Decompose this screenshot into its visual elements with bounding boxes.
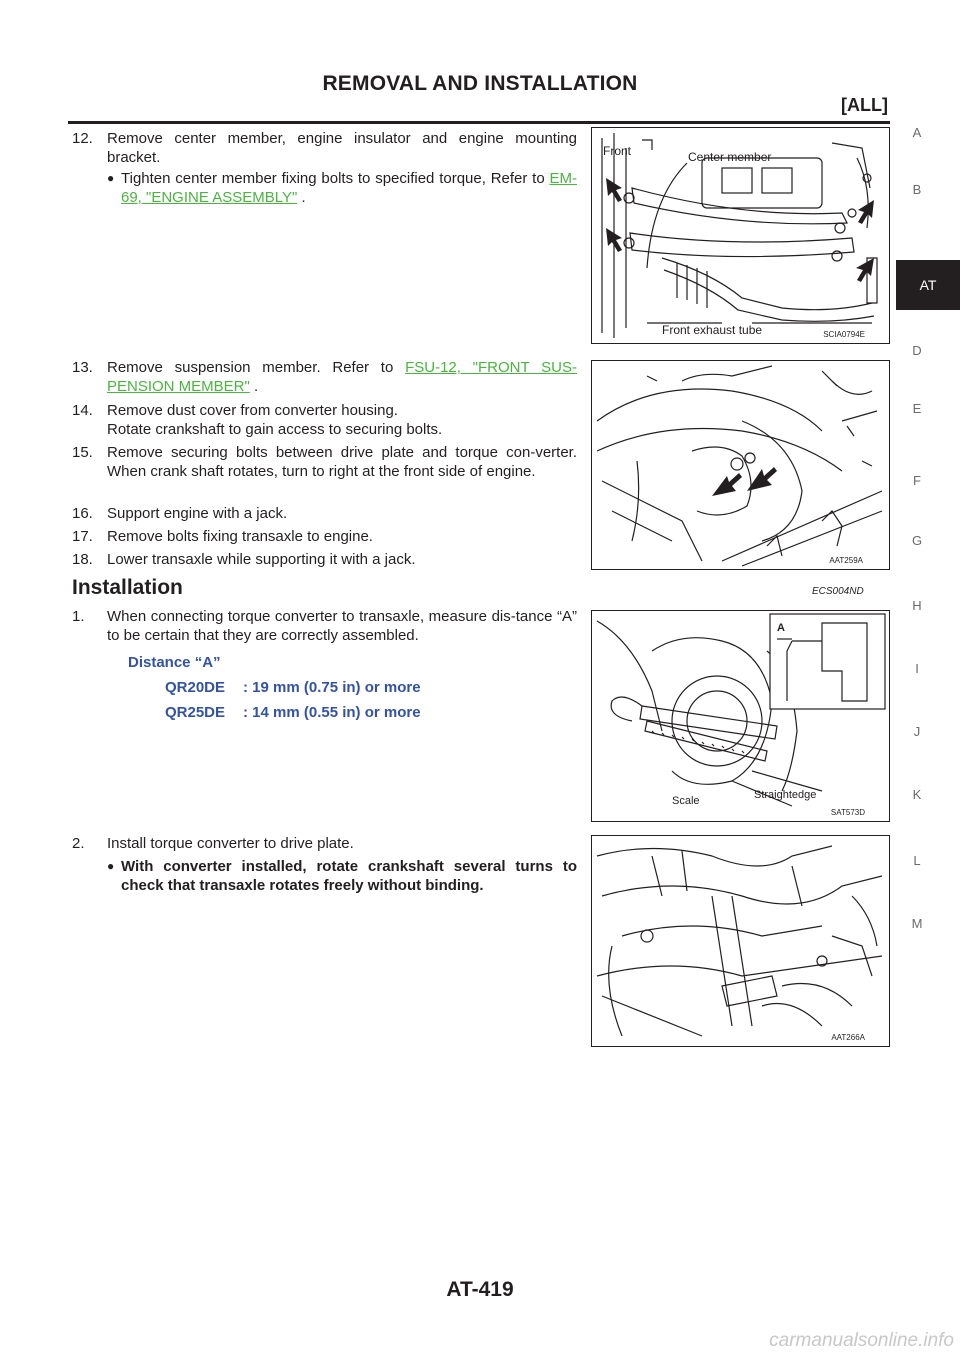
sidebar-letter-g[interactable]: G xyxy=(911,533,923,548)
step-number: 12. xyxy=(72,130,93,147)
install-bullet-2 xyxy=(107,857,577,895)
label-center-member: Center member xyxy=(688,150,772,164)
step-text: Remove dust cover from converter housing. xyxy=(107,402,398,419)
sidebar-letter-k[interactable]: K xyxy=(912,787,922,802)
header-rule xyxy=(68,121,890,124)
spec-engine-qr25de: QR25DE xyxy=(165,704,226,721)
step-text: Remove bolts fixing transaxle to engine. xyxy=(107,528,373,545)
bullet-text: With converter installed, rotate crankshaft several turns to check that transaxle rotates freely without binding. xyxy=(121,858,577,894)
step-text: When connecting torque converter to transaxle, measure dis-tance “A” to be certain that they are correctly assembled. xyxy=(107,608,577,644)
step-14 xyxy=(72,401,577,439)
bullet-after: . xyxy=(297,189,306,206)
page-subtitle: [ALL] xyxy=(841,95,888,115)
step-text: Remove suspension member. Refer to xyxy=(107,359,406,376)
step-15 xyxy=(72,443,577,481)
link-em-69[interactable]: EM-69, "ENGINE ASSEMBLY" xyxy=(121,170,577,206)
label-scale: Scale xyxy=(672,795,700,807)
sidebar-letter-m[interactable]: M xyxy=(911,916,923,931)
spec-value-qr20de: : 19 mm (0.75 in) or more xyxy=(243,679,421,696)
figure-center-member xyxy=(591,127,890,344)
figure-drive-plate xyxy=(591,360,890,570)
figure-drive-plate-drawing xyxy=(592,361,889,569)
sidebar-letter-a[interactable]: A xyxy=(912,125,922,140)
figure-code: AAT259A xyxy=(829,556,863,565)
figure-distance-measurement-drawing xyxy=(592,611,889,821)
figure-code: AAT266A xyxy=(831,1033,865,1042)
bullet-dot-icon: ● xyxy=(107,171,115,185)
step-number: 18. xyxy=(72,551,93,568)
bullet-dot-icon: ● xyxy=(107,859,115,873)
spec-title: Distance “A” xyxy=(128,654,221,671)
spec-value-qr25de: : 14 mm (0.55 in) or more xyxy=(243,704,421,721)
figure-crankshaft-rotation xyxy=(591,835,890,1047)
bullet-12 xyxy=(107,169,577,207)
install-step-2 xyxy=(72,834,577,853)
step-12 xyxy=(72,129,577,167)
step-text: Install torque converter to drive plate. xyxy=(107,835,354,852)
step-number: 17. xyxy=(72,528,93,545)
step-text: Support engine with a jack. xyxy=(107,505,288,522)
figure-crankshaft-rotation-drawing xyxy=(592,836,889,1046)
step-text-after: . xyxy=(249,378,259,395)
figure-distance-measurement xyxy=(591,610,890,822)
section-code: ECS004ND xyxy=(812,586,864,597)
spec-engine-qr20de: QR20DE xyxy=(165,679,226,696)
step-number: 13. xyxy=(72,359,93,376)
sidebar-tab-at[interactable]: AT xyxy=(896,260,960,310)
step-13 xyxy=(72,358,577,396)
step-text: Lower transaxle while supporting it with a jack. xyxy=(107,551,416,568)
sidebar-letter-j[interactable]: J xyxy=(913,724,921,739)
sidebar-letter-f[interactable]: F xyxy=(913,473,921,488)
step-number: 1. xyxy=(72,608,85,625)
sidebar-letter-h[interactable]: H xyxy=(912,598,922,613)
label-straightedge: Straightedge xyxy=(754,789,817,801)
sidebar-letter-i[interactable]: I xyxy=(915,661,919,676)
install-step-1 xyxy=(72,607,577,645)
label-front: Front xyxy=(603,144,632,158)
sidebar-letter-b[interactable]: B xyxy=(912,182,922,197)
link-fsu-12[interactable]: FSU-12, "FRONT SUS-PENSION MEMBER" xyxy=(107,359,577,395)
step-16 xyxy=(72,504,577,523)
step-number: 15. xyxy=(72,444,93,461)
page-number: AT-419 xyxy=(446,1278,514,1301)
figure-code: SAT573D xyxy=(830,808,865,817)
watermark: carmanualsonline.info xyxy=(769,1330,954,1351)
label-front-exhaust-tube: Front exhaust tube xyxy=(662,323,763,337)
step-number: 16. xyxy=(72,505,93,522)
section-heading-installation: Installation xyxy=(72,576,183,599)
sidebar-letter-d[interactable]: D xyxy=(912,343,922,358)
sidebar-letter-e[interactable]: E xyxy=(912,401,922,416)
step-number: 2. xyxy=(72,835,85,852)
step-18 xyxy=(72,550,577,569)
step-text-2: Rotate crankshaft to gain access to securing bolts. xyxy=(107,421,443,438)
step-number: 14. xyxy=(72,402,93,419)
step-text: Remove center member, engine insulator and engine mounting bracket. xyxy=(107,130,577,166)
page-title: REMOVAL AND INSTALLATION xyxy=(322,72,638,95)
sidebar-letter-l[interactable]: L xyxy=(913,853,921,868)
step-text: Remove securing bolts between drive plate and torque con-verter. When crank shaft rotates, turn to right at the front side of engine. xyxy=(107,444,577,480)
step-17 xyxy=(72,527,577,546)
figure-code: SCIA0794E xyxy=(823,330,865,339)
label-a: A xyxy=(777,622,785,634)
bullet-text: Tighten center member fixing bolts to specified torque, Refer to xyxy=(121,170,550,187)
figure-center-member-drawing xyxy=(592,128,889,343)
